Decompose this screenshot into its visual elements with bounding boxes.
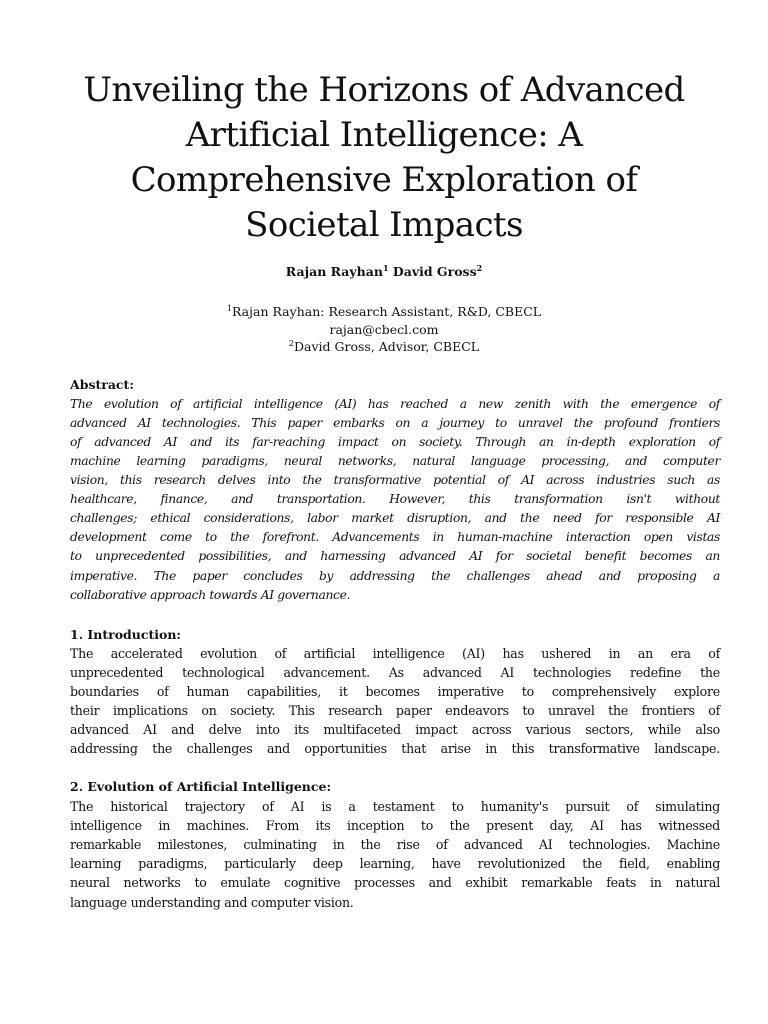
evolution-line: intelligence in machines. From its inception to the present day, AI has witnessed <box>70 818 720 833</box>
affiliation-line <box>0 303 768 321</box>
paper-title <box>40 68 728 248</box>
author-name: Rajan Rayhan <box>285 264 383 279</box>
introduction-line: The accelerated evolution of artificial intelligence (AI) has ushered in an era of <box>70 646 720 661</box>
abstract-line: imperative. The paper concludes by addressing the challenges ahead and proposing a <box>70 569 720 583</box>
author-email: rajan@cbecl.com <box>329 321 439 337</box>
abstract-line: advanced AI technologies. This paper embarks on a journey to unravel the profound frontiers <box>70 416 720 430</box>
abstract-line: of advanced AI and its far-reaching impact on society. Through an in-depth exploration of <box>70 435 720 449</box>
author-superscript: 2 <box>476 262 483 273</box>
author-superscript: 1 <box>382 262 389 273</box>
introduction-line: advanced AI and delve into its multifaceted impact across various sectors, while also <box>70 722 720 737</box>
evolution-line: The historical trajectory of AI is a testament to humanity's pursuit of simulating <box>70 799 720 814</box>
title-line: Comprehensive Exploration of <box>130 160 638 200</box>
abstract-line: The evolution of artificial intelligence (AI) has reached a new zenith with the emergence of <box>70 397 720 411</box>
affiliation-superscript: 2 <box>288 338 294 348</box>
introduction-line: unprecedented technological advancement. As advanced AI technologies redefine the <box>70 665 720 680</box>
title-line: Artificial Intelligence: A <box>185 115 583 155</box>
evolution-heading: 2. Evolution of Artificial Intelligence: <box>70 779 332 794</box>
evolution-line: learning paradigms, particularly deep learning, have revolutionized the field, enabling <box>70 856 720 871</box>
evolution-line: neural networks to emulate cognitive processes and exhibit remarkable feats in natural <box>70 875 720 890</box>
affiliation-text: David Gross, Advisor, CBECL <box>294 339 480 354</box>
abstract-line: healthcare, finance, and transportation. However, this transformation isn't without <box>70 492 720 506</box>
introduction-line: addressing the challenges and opportunities that arise in this transformative landscape. <box>70 741 720 756</box>
introduction-line: their implications on society. This research paper endeavors to unravel the frontiers of <box>70 703 720 718</box>
title-line: Unveiling the Horizons of Advanced <box>83 70 685 110</box>
abstract-line: collaborative approach towards AI governance. <box>70 588 351 602</box>
abstract-heading: Abstract: <box>70 377 134 392</box>
abstract-line: vision, this research delves into the transformative potential of AI across industries such as <box>70 473 720 487</box>
affiliation-superscript: 1 <box>226 303 232 313</box>
introduction-heading: 1. Introduction: <box>70 627 182 642</box>
evolution-line: language understanding and computer vision. <box>70 895 354 910</box>
abstract-line: machine learning paradigms, neural networks, natural language processing, and computer <box>70 454 720 468</box>
affiliation-line <box>0 338 768 356</box>
introduction-line: boundaries of human capabilities, it becomes imperative to comprehensively explore <box>70 684 720 699</box>
author-list <box>0 263 768 281</box>
abstract-line: development come to the forefront. Advancements in human-machine interaction open vistas <box>70 530 720 544</box>
author-name: David Gross <box>392 264 477 279</box>
abstract-line: challenges; ethical considerations, labor market disruption, and the need for responsible AI <box>70 511 720 525</box>
abstract-line: to unprecedented possibilities, and harnessing advanced AI for societal benefit becomes an <box>70 549 720 563</box>
title-line: Societal Impacts <box>245 205 523 245</box>
affiliations <box>0 303 768 356</box>
affiliation-text: Rajan Rayhan: Research Assistant, R&D, CBECL <box>231 304 542 319</box>
evolution-line: remarkable milestones, culminating in the rise of advanced AI technologies. Machine <box>70 837 720 852</box>
